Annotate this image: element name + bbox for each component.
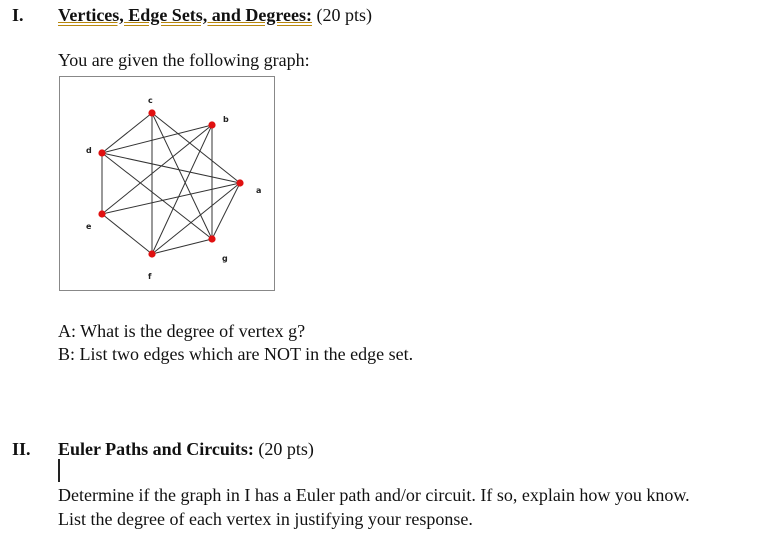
vertex-d	[98, 149, 105, 156]
edge-b-f	[152, 125, 212, 254]
section-2-line-1: Determine if the graph in I has a Euler path and/or circuit. If so, explain how you know.	[58, 485, 690, 505]
vertex-label-e: e	[86, 222, 92, 231]
section-1-numeral: I.	[12, 5, 24, 25]
section-2-heading	[58, 439, 314, 460]
vertex-e	[98, 210, 105, 217]
question-a: A: What is the degree of vertex g?	[58, 321, 306, 341]
section-2-title: Euler Paths and Circuits:	[58, 439, 254, 459]
vertex-label-b: b	[223, 115, 229, 124]
vertex-label-d: d	[86, 146, 92, 155]
section-1-points: (20 pts)	[316, 5, 372, 25]
edge-e-a	[102, 183, 240, 214]
question-b: B: List two edges which are NOT in the edge set.	[58, 344, 414, 364]
section-2-numeral: II.	[12, 439, 31, 459]
vertex-a	[236, 179, 243, 186]
edge-d-g	[102, 153, 212, 239]
vertex-c	[148, 109, 155, 116]
graph-figure	[59, 76, 275, 291]
edge-b-e	[102, 125, 212, 214]
section-2-line-2: List the degree of each vertex in justifying your response.	[58, 509, 473, 529]
edge-e-f	[102, 214, 152, 254]
section-1-heading	[58, 5, 372, 26]
text-cursor	[58, 459, 60, 482]
section-1-intro: You are given the following graph:	[58, 50, 310, 70]
vertex-label-a: a	[256, 186, 262, 195]
section-1-title: Vertices, Edge Sets, and Degrees:	[58, 5, 312, 25]
vertex-label-f: f	[148, 272, 152, 281]
vertex-g	[208, 235, 215, 242]
edge-g-a	[212, 183, 240, 239]
edge-b-d	[102, 125, 212, 153]
edge-d-a	[102, 153, 240, 183]
graph-svg	[60, 77, 274, 290]
vertex-label-g: g	[222, 254, 228, 263]
vertex-f	[148, 250, 155, 257]
section-2-points: (20 pts)	[258, 439, 314, 459]
vertex-label-c: c	[148, 96, 153, 105]
vertex-b	[208, 121, 215, 128]
